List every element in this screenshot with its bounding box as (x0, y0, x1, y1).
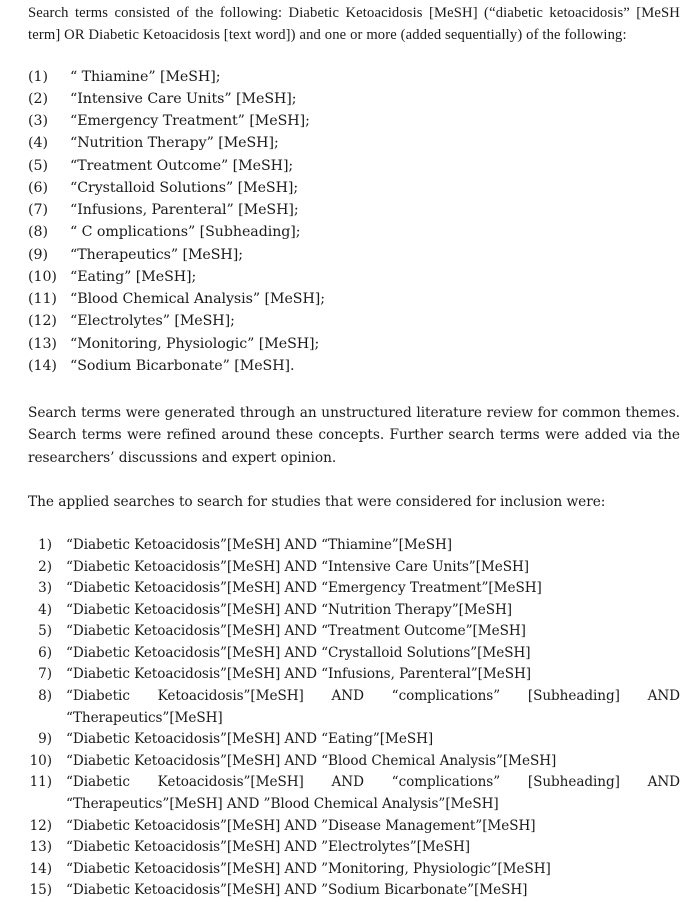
list-item-text: “Sodium Bicarbonate” [MeSH]. (70, 357, 295, 374)
applied-search-item (28, 664, 680, 686)
list-marker: (13) (28, 335, 57, 352)
search-term-item (28, 66, 680, 88)
list-item-text: “Diabetic Ketoacidosis”[MeSH] AND ”Sodium Bicarbonate”[MeSH] (66, 882, 528, 899)
list-marker: (9) (28, 246, 48, 263)
document-page (28, 0, 680, 902)
applied-search-item (28, 859, 680, 881)
list-marker: (1) (28, 68, 48, 85)
applied-search-item (28, 621, 680, 643)
list-marker: (10) (28, 268, 57, 285)
spacer (28, 47, 680, 66)
list-item-text: “Diabetic Ketoacidosis”[MeSH] AND “complications” [Subheading] AND “Therapeutics”[MeSH] AND ”Blood Chemical Analysis”[MeSH] (66, 774, 680, 813)
applied-search-item (28, 557, 680, 579)
search-term-item (28, 155, 680, 177)
search-term-item (28, 333, 680, 355)
list-item-text: “Diabetic Ketoacidosis”[MeSH] AND “Blood Chemical Analysis”[MeSH] (66, 752, 557, 769)
intro-paragraph: Search terms consisted of the following: Diabetic Ketoacidosis [MeSH] (“diabetic ketoacidosis” [MeSH term] OR Diabetic Ketoacidosis [text word]) and one or more (added sequentially) of the following: (28, 5, 680, 44)
spacer (28, 377, 680, 402)
list-marker: 15) (29, 882, 52, 899)
applied-searches-list (28, 535, 680, 902)
search-term-item (28, 310, 680, 332)
list-item-text: “Monitoring, Physiologic” [MeSH]; (70, 335, 320, 352)
spacer (28, 513, 680, 535)
list-item-text: “Treatment Outcome” [MeSH]; (70, 157, 294, 174)
list-marker: 3) (38, 580, 52, 597)
list-item-text: “Diabetic Ketoacidosis”[MeSH] AND “Nutrition Therapy”[MeSH] (66, 601, 512, 618)
list-item-text: “Emergency Treatment” [MeSH]; (70, 113, 310, 130)
list-marker: 7) (38, 666, 52, 683)
applied-search-item (28, 535, 680, 557)
list-item-text: “Therapeutics” [MeSH]; (70, 246, 243, 263)
list-marker: 10) (29, 752, 52, 769)
list-marker: (5) (28, 157, 48, 174)
list-marker: 8) (38, 688, 52, 705)
search-term-item (28, 132, 680, 154)
search-term-item (28, 199, 680, 221)
applied-search-item (28, 578, 680, 600)
list-item-text: “Diabetic Ketoacidosis”[MeSH] AND “complications” [Subheading] AND “Therapeutics”[MeSH] (66, 688, 680, 726)
applied-search-item (28, 643, 680, 665)
search-term-item (28, 221, 680, 243)
applied-search-item (28, 729, 680, 751)
list-item-text: “Diabetic Ketoacidosis”[MeSH] AND “Thiamine”[MeSH] (66, 536, 453, 553)
list-item-text: “Diabetic Ketoacidosis”[MeSH] AND “Treatment Outcome”[MeSH] (66, 623, 526, 640)
list-item-text: “Diabetic Ketoacidosis”[MeSH] AND “Eating”[MeSH] (66, 731, 434, 748)
list-marker: (7) (28, 202, 48, 219)
list-item-text: “Diabetic Ketoacidosis”[MeSH] AND “Crystalloid Solutions”[MeSH] (66, 644, 531, 661)
list-item-text: “Eating” [MeSH]; (70, 268, 197, 285)
applied-search-item (28, 600, 680, 622)
spacer (28, 469, 680, 491)
search-terms-list (28, 66, 680, 378)
applied-search-item (28, 880, 680, 902)
methods-paragraph: Search terms were generated through an unstructured literature review for common themes. Search terms were refined around these concepts. Further search terms were added via the researchers’ discussions and expert opinion. (28, 405, 680, 466)
search-term-item (28, 355, 680, 377)
list-marker: (11) (28, 291, 57, 308)
search-term-item (28, 177, 680, 199)
list-marker: 5) (38, 623, 52, 640)
search-term-item (28, 266, 680, 288)
list-item-text: “Nutrition Therapy” [MeSH]; (70, 135, 279, 152)
search-term-item (28, 88, 680, 110)
applied-searches-intro: The applied searches to search for studies that were considered for inclusion were: (28, 493, 606, 510)
list-marker: 11) (29, 774, 52, 791)
search-term-item (28, 110, 680, 132)
search-term-item (28, 244, 680, 266)
list-marker: (6) (28, 179, 48, 196)
list-marker: 9) (38, 731, 52, 748)
applied-search-item (28, 837, 680, 859)
applied-search-item (28, 772, 680, 815)
list-marker: 6) (38, 644, 52, 661)
list-item-text: “Intensive Care Units” [MeSH]; (70, 90, 297, 107)
list-item-text: “Diabetic Ketoacidosis”[MeSH] AND ”Disease Management”[MeSH] (66, 817, 536, 834)
list-item-text: “Diabetic Ketoacidosis”[MeSH] AND “Infusions, Parenteral”[MeSH] (66, 666, 532, 683)
applied-search-item (28, 686, 680, 729)
list-item-text: “Crystalloid Solutions” [MeSH]; (70, 179, 299, 196)
list-marker: (12) (28, 313, 57, 330)
list-item-text: “Electrolytes” [MeSH]; (70, 313, 235, 330)
list-marker: 4) (38, 601, 52, 618)
applied-search-item (28, 816, 680, 838)
list-marker: (14) (28, 357, 57, 374)
search-term-item (28, 288, 680, 310)
list-item-text: “Infusions, Parenteral” [MeSH]; (70, 202, 299, 219)
list-item-text: “Blood Chemical Analysis” [MeSH]; (70, 291, 325, 308)
list-item-text: “ Thiamine” [MeSH]; (70, 68, 221, 85)
list-marker: 14) (29, 860, 52, 877)
list-item-text: “Diabetic Ketoacidosis”[MeSH] AND ”Electrolytes”[MeSH] (66, 839, 471, 856)
list-marker: 13) (29, 839, 52, 856)
list-item-text: “Diabetic Ketoacidosis”[MeSH] AND “Emergency Treatment”[MeSH] (66, 580, 542, 597)
list-marker: (4) (28, 135, 48, 152)
list-item-text: “ C omplications” [Subheading]; (70, 224, 301, 241)
list-marker: (2) (28, 90, 48, 107)
list-marker: 2) (38, 558, 52, 575)
list-item-text: “Diabetic Ketoacidosis”[MeSH] AND “Intensive Care Units”[MeSH] (66, 558, 530, 575)
list-marker: (3) (28, 113, 48, 130)
list-marker: (8) (28, 224, 48, 241)
list-item-text: “Diabetic Ketoacidosis”[MeSH] AND ”Monitoring, Physiologic”[MeSH] (66, 860, 551, 877)
list-marker: 12) (29, 817, 52, 834)
applied-search-item (28, 751, 680, 773)
list-marker: 1) (38, 536, 52, 553)
